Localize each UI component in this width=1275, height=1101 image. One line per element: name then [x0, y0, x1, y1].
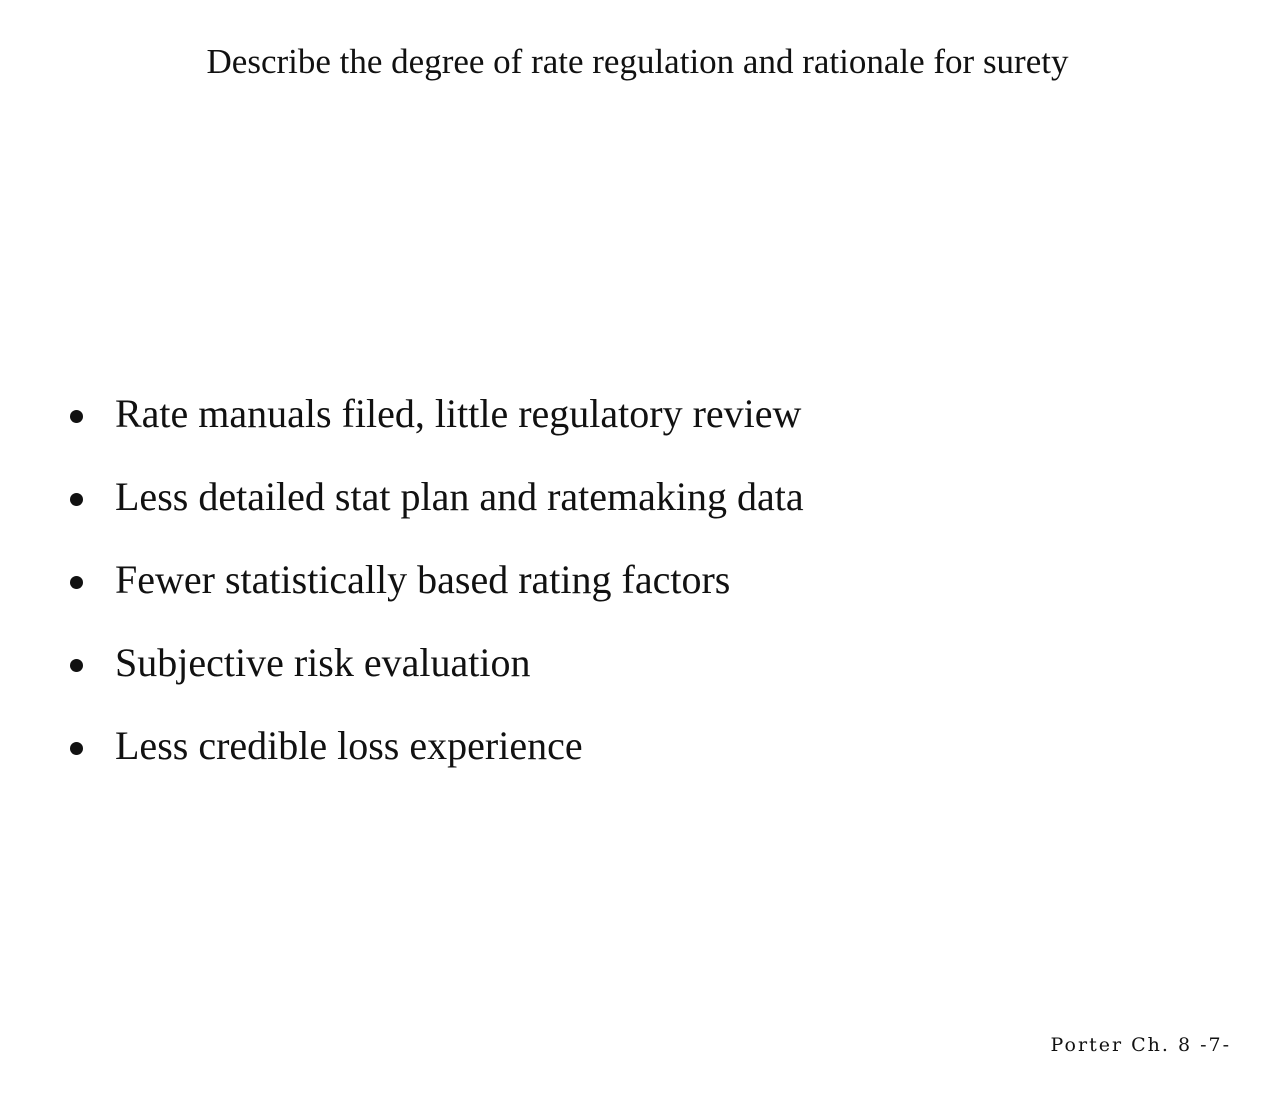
bullet-icon: [70, 659, 83, 672]
bullet-text: Less detailed stat plan and ratemaking data: [115, 474, 804, 519]
page-title: Describe the degree of rate regulation and rationale for surety: [206, 42, 1069, 81]
bullet-icon: [70, 576, 83, 589]
list-item: [66, 372, 804, 455]
bullet-text: Less credible loss experience: [115, 723, 583, 768]
page-footer: Porter Ch. 8 -7-: [1050, 1034, 1231, 1056]
list-item: [66, 621, 804, 704]
bullet-icon: [70, 410, 83, 423]
list-item: [66, 538, 804, 621]
bullet-icon: [70, 493, 83, 506]
bullet-text: Rate manuals filed, little regulatory review: [115, 391, 802, 436]
list-item: [66, 455, 804, 538]
bullet-text: Fewer statistically based rating factors: [115, 557, 731, 602]
list-item: [66, 704, 804, 787]
bullet-text: Subjective risk evaluation: [115, 640, 531, 685]
bullet-icon: [70, 742, 83, 755]
bullet-list: [66, 372, 804, 787]
